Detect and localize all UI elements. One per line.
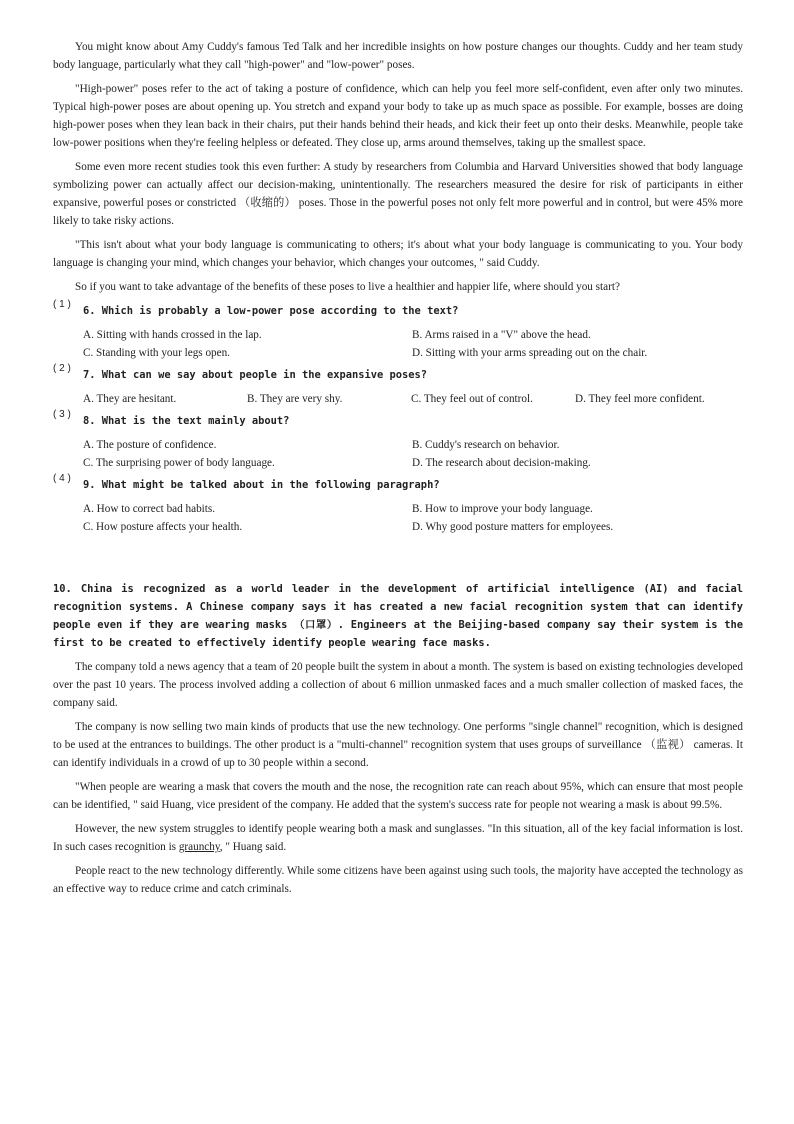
- text-run: , " Huang said.: [219, 841, 287, 853]
- question-number: ( 3 ): [53, 409, 71, 420]
- option-a[interactable]: A. They are hesitant.: [83, 393, 177, 405]
- paragraph: The company is now selling two main kinds of products that use the new technology. One performs "single channel" recognition, which is designed to be used at the entrances to buildings. The other product is a "multi-channel" recognition system that uses groups of surveillance （监视） cameras. It can identify individuals in a crowd of up to 30 people within a second.: [53, 721, 743, 769]
- option-b[interactable]: B. Cuddy's research on behavior.: [412, 439, 560, 451]
- paragraph: "This isn't about what your body language is communicating to others; it's about what your body language is communicating to you. Your body language is changing your mind, which changes your behavior, which changes your outcomes, " said Cuddy.: [53, 239, 743, 269]
- text-run: However, the new system struggles to identify people wearing both a mask and sunglasses. "In this situation, all of the key facial information is lost. In such cases recognition is: [53, 823, 743, 853]
- question-stem: 9. What might be talked about in the following paragraph?: [83, 479, 440, 491]
- document-page: [53, 38, 743, 904]
- option-c[interactable]: C. Standing with your legs open.: [83, 347, 230, 359]
- paragraph: You might know about Amy Cuddy's famous Ted Talk and her incredible insights on how posture changes our thoughts. Cuddy and her team study body language, particularly what they call "high-power" and "low-power" poses.: [53, 41, 743, 71]
- option-d[interactable]: D. The research about decision-making.: [412, 457, 591, 469]
- paragraph: People react to the new technology differently. While some citizens have been against using such tools, the majority have accepted the technology as an effective way to reduce crime and catch criminals.: [53, 865, 743, 895]
- option-a[interactable]: A. The posture of confidence.: [83, 439, 217, 451]
- passage-intro: 10. China is recognized as a world leader in the development of artificial intelligence (AI) and facial recognition systems. A Chinese company says it has created a new facial recognition system that can identify people even if they are wearing masks （口罩）. Engineers at the Beijing-based company say their system is the first to be created to effectively identify people wearing face masks.: [53, 583, 743, 649]
- paragraph: "When people are wearing a mask that covers the mouth and the nose, the recognition rate can reach about 95%, which can ensure that most people can be identified, " said Huang, vice president of the company. He added that the system's success rate for people not wearing a mask is about 99.5%.: [53, 781, 743, 811]
- option-b[interactable]: B. They are very shy.: [247, 393, 343, 405]
- options: [53, 500, 743, 536]
- question-6: [53, 299, 743, 362]
- option-c[interactable]: C. How posture affects your health.: [83, 521, 243, 533]
- underlined-word: graunchy: [178, 841, 220, 853]
- options: [53, 390, 743, 408]
- paragraph: "High-power" poses refer to the act of taking a posture of confidence, which can help you feel more self-confident, even after only two minutes. Typical high-power poses are about opening up. You stretch and expand your body to take up as much space as possible. For example, bosses are doing high-power poses when they lean back in their chairs, put their hands behind their heads, and kick their feet up onto their desks. Meanwhile, people take low-power positions when they're feeling helpless or defeated. They close up, arms around themselves, taking up the smallest space.: [53, 83, 743, 149]
- option-d[interactable]: D. Why good posture matters for employees.: [412, 521, 614, 533]
- option-a[interactable]: A. Sitting with hands crossed in the lap.: [83, 329, 262, 341]
- question-stem: 8. What is the text mainly about?: [83, 415, 290, 427]
- paragraph: Some even more recent studies took this even further: A study by researchers from Columbia and Harvard Universities showed that body language symbolizing power can actually affect our decision-making, unintentionally. The researchers measured the desire for risk of participants in either expansive, powerful poses or constricted （收缩的） poses. Those in the powerful poses not only felt more powerful and in control, but were 45% more likely to take risky actions.: [53, 161, 743, 227]
- paragraph: The company told a news agency that a team of 20 people built the system in about a month. The system is based on existing technologies developed over the past 10 years. The process involved adding a collection of about 6 million unmasked faces and a much smaller collection of masked faces, the company said.: [53, 661, 743, 709]
- option-a[interactable]: A. How to correct bad habits.: [83, 503, 216, 515]
- question-number: ( 2 ): [53, 363, 71, 374]
- question-8: [53, 409, 743, 472]
- option-c[interactable]: C. They feel out of control.: [411, 393, 533, 405]
- question-7: [53, 363, 743, 408]
- question-stem: 7. What can we say about people in the expansive poses?: [83, 369, 428, 381]
- option-b[interactable]: B. How to improve your body language.: [412, 503, 593, 515]
- option-c[interactable]: C. The surprising power of body language.: [83, 457, 275, 469]
- paragraph: [53, 820, 743, 856]
- option-b[interactable]: B. Arms raised in a "V" above the head.: [412, 329, 591, 341]
- options: [53, 326, 743, 362]
- options: [53, 436, 743, 472]
- paragraph: So if you want to take advantage of the benefits of these poses to live a healthier and happier life, where should you start?: [75, 281, 620, 293]
- option-d[interactable]: D. They feel more confident.: [575, 393, 705, 405]
- question-stem: 6. Which is probably a low-power pose according to the text?: [83, 305, 459, 317]
- question-number: ( 4 ): [53, 473, 71, 484]
- question-number: ( 1 ): [53, 299, 71, 310]
- question-9: [53, 473, 743, 536]
- option-d[interactable]: D. Sitting with your arms spreading out on the chair.: [412, 347, 648, 359]
